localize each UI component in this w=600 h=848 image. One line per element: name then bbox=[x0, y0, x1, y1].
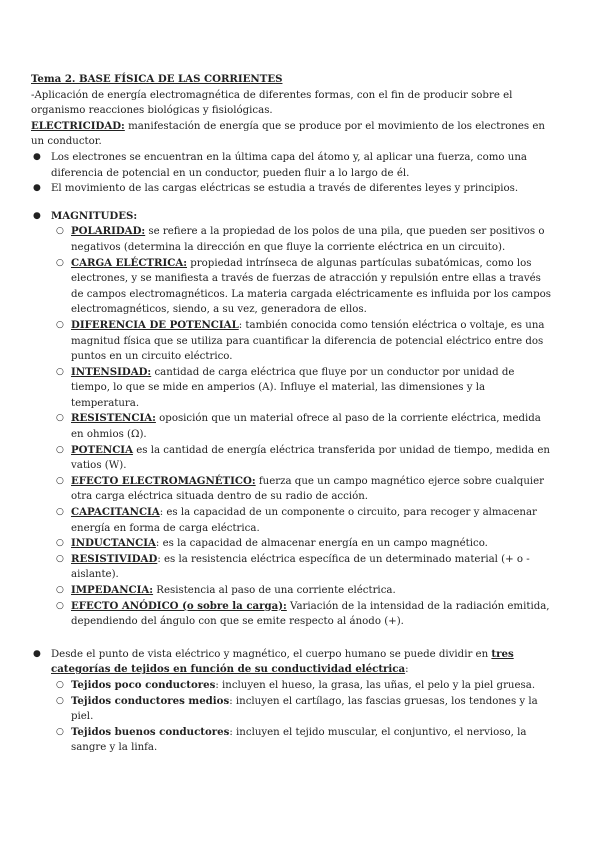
magnitude-item: ○ POTENCIA es la cantidad de energía eléctrica transferida por unidad de tiempo, medida en vatios (W). bbox=[56, 443, 550, 472]
intro-bullets bbox=[31, 150, 556, 197]
bullet-item: ● El movimiento de las cargas eléctricas se estudia a través de diferentes leyes y principios. bbox=[31, 181, 556, 197]
tejidos-list bbox=[51, 678, 556, 756]
magnitudes-list bbox=[51, 224, 556, 629]
magnitude-item: ○ INTENSIDAD: cantidad de carga eléctrica que fluye por un conductor por unidad de tiempo, lo que se mide en amperios (A). Influye el material, las dimensiones y la temperatura. bbox=[56, 365, 515, 409]
tejido-item: ○ Tejidos poco conductores: incluyen el hueso, la grasa, las uñas, el pelo y la piel gruesa. bbox=[51, 678, 556, 694]
circle-bullet-icon: ○ bbox=[56, 600, 64, 611]
magnitude-item: ○ EFECTO ELECTROMAGNÉTICO: fuerza que un campo magnético ejerce sobre cualquier otra carga eléctrica situada dentro de su radio de acción. bbox=[56, 474, 545, 503]
circle-bullet-icon: ○ bbox=[56, 475, 64, 486]
bullet-dot-icon: ● bbox=[33, 183, 41, 194]
circle-bullet-icon: ○ bbox=[56, 366, 64, 377]
cuerpo-strong: tres categorías de tejidos en función de su conductividad eléctrica bbox=[51, 647, 514, 676]
magnitude-item: ○ POLARIDAD: se refiere a la propiedad de los polos de una pila, que pueden ser positivos o negativos (determina la dirección en que fluye la corriente eléctrica en un circuito). bbox=[56, 225, 545, 253]
magnitudes-section bbox=[31, 209, 556, 630]
bullet-item: ● Los electrones se encuentran en la última capa del átomo y, al aplicar una fuerza, como una diferencia de potencial en un conductor, pueden fluir a lo largo de él. bbox=[33, 151, 527, 179]
circle-bullet-icon: ○ bbox=[56, 695, 64, 706]
bullet-dot-icon: ● bbox=[33, 648, 41, 659]
circle-bullet-icon: ○ bbox=[56, 726, 64, 737]
magnitudes-item bbox=[31, 209, 556, 630]
tejido-item: ○ Tejidos conductores medios: incluyen el cartílago, las fascias gruesas, los tendones y la piel. bbox=[56, 694, 538, 723]
circle-bullet-icon: ○ bbox=[56, 444, 64, 455]
circle-bullet-icon: ○ bbox=[56, 319, 64, 330]
electricidad-paragraph bbox=[31, 119, 556, 150]
magnitude-item: ○ DIFERENCIA DE POTENCIAL: también conocida como tensión eléctrica o voltaje, es una magnitud física que se utiliza para cuantificar la diferencia de potencial eléctrico entre dos puntos en un circuito eléctrico. bbox=[56, 318, 545, 363]
magnitude-item: ○ RESISTIVIDAD: es la resistencia eléctrica específica de un determinado material (+ o - aislante). bbox=[56, 552, 530, 581]
magnitude-item: ○ INDUCTANCIA: es la capacidad de almacenar energía en un campo magnético. bbox=[51, 536, 556, 552]
magnitudes-heading: MAGNITUDES: bbox=[51, 209, 138, 222]
bullet-dot-icon: ● bbox=[33, 210, 41, 221]
magnitude-item: ○ IMPEDANCIA: Resistencia al paso de una corriente eléctrica. bbox=[51, 583, 556, 599]
tejido-item: ○ Tejidos buenos conductores: incluyen el tejido muscular, el conjuntivo, el nervioso, la sangre y la linfa. bbox=[56, 725, 527, 754]
circle-bullet-icon: ○ bbox=[56, 257, 64, 268]
cuerpo-text: Desde el punto de vista eléctrico y magnético, el cuerpo humano se puede dividir en bbox=[51, 648, 492, 660]
circle-bullet-icon: ○ bbox=[56, 413, 64, 424]
tejidos-section bbox=[31, 647, 556, 756]
circle-bullet-icon: ○ bbox=[56, 507, 64, 518]
circle-bullet-icon: ○ bbox=[56, 538, 64, 549]
magnitude-item: ○ CARGA ELÉCTRICA: propiedad intrínseca de algunas partículas subatómicas, como los electrones, y se manifiesta a través de fuerzas de atracción y repulsión entre ellas a través de campos electromagnéticos. La materia cargada eléctricamente es influida por los campos electromagnéticos, siendo, a su vez, generadora de ellos. bbox=[56, 256, 552, 316]
electricidad-definition: manifestación de energía que se produce por el movimiento de los electrones en un conductor. bbox=[31, 120, 545, 148]
page-title: Tema 2. BASE FÍSICA DE LAS CORRIENTES bbox=[31, 73, 283, 85]
magnitude-item: ○ EFECTO ANÓDICO (o sobre la carga): Variación de la intensidad de la radiación emitida, dependiendo del ángulo con que se emite respecto al ánodo (+). bbox=[56, 599, 550, 628]
bullet-dot-icon: ● bbox=[33, 151, 41, 162]
electricidad-term: ELECTRICIDAD: bbox=[31, 119, 125, 132]
magnitude-item: ○ RESISTENCIA: oposición que un material ofrece al paso de la corriente eléctrica, medida en ohmios (Ω). bbox=[56, 412, 541, 441]
cuerpo-item: ● Desde el punto de vista eléctrico y magnético, el cuerpo humano se puede dividir en tres categorías de tejidos en función de su conductividad eléctrica: ○ Tejidos poco conductores: incluyen el hueso, la grasa, las uñas, el pelo y la piel gruesa. ○ Tejidos conductores medios: incluyen el cartílago, las fascias gruesas, los tendones y la piel. ○ Tejidos buenos conductores: incluyen el tejido muscular, el conjuntivo, el nervioso, la sangre y la linfa. bbox=[31, 647, 556, 756]
intro-paragraph: -Aplicación de energía electromagnética de diferentes formas, con el fin de producir sobre el organismo reacciones biológicas y fisiológicas. bbox=[31, 89, 513, 117]
circle-bullet-icon: ○ bbox=[56, 679, 64, 690]
circle-bullet-icon: ○ bbox=[56, 585, 64, 595]
magnitude-item: ○ CAPACITANCIA: es la capacidad de un componente o circuito, para recoger y almacenar energía en forma de carga eléctrica. bbox=[56, 506, 537, 534]
circle-bullet-icon: ○ bbox=[56, 226, 64, 237]
circle-bullet-icon: ○ bbox=[56, 553, 64, 564]
